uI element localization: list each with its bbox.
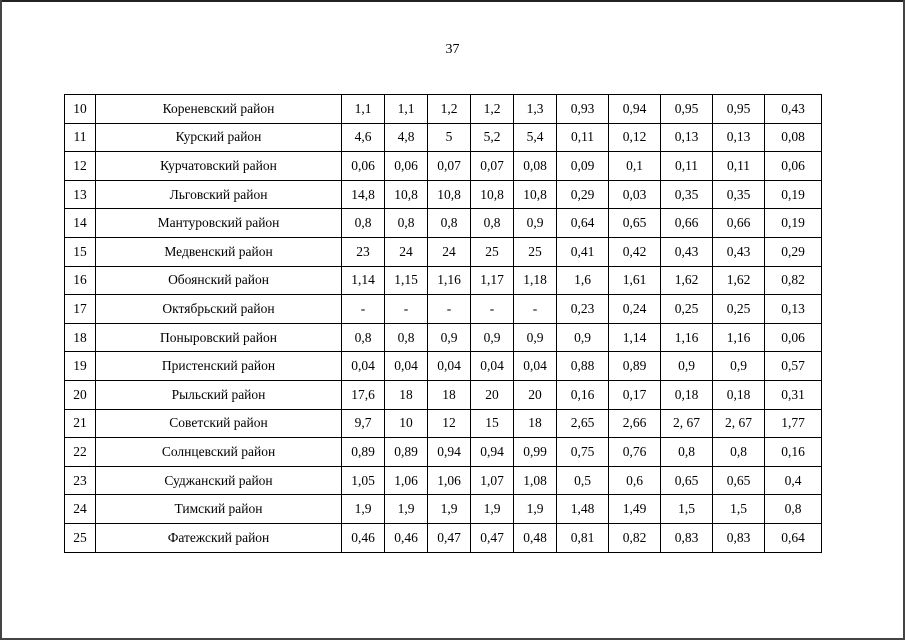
- value-cell: 0,25: [713, 295, 765, 324]
- value-cell: 0,94: [609, 95, 661, 124]
- value-cell: 0,64: [557, 209, 609, 238]
- district-name-cell: Поныровский район: [96, 323, 342, 352]
- value-cell: 0,93: [557, 95, 609, 124]
- table-row: [65, 95, 822, 124]
- value-cell: 0,06: [765, 323, 822, 352]
- table-row: [65, 323, 822, 352]
- value-cell: 1,5: [713, 495, 765, 524]
- value-cell: 0,11: [557, 123, 609, 152]
- value-cell: 0,48: [514, 523, 557, 552]
- value-cell: 0,41: [557, 237, 609, 266]
- district-name-cell: Советский район: [96, 409, 342, 438]
- value-cell: 0,16: [557, 380, 609, 409]
- value-cell: 0,83: [661, 523, 713, 552]
- value-cell: 1,07: [471, 466, 514, 495]
- value-cell: 4,6: [342, 123, 385, 152]
- value-cell: 5,2: [471, 123, 514, 152]
- row-number-cell: 20: [65, 380, 96, 409]
- row-number-cell: 10: [65, 95, 96, 124]
- value-cell: 1,5: [661, 495, 713, 524]
- value-cell: 0,9: [428, 323, 471, 352]
- value-cell: 0,19: [765, 209, 822, 238]
- value-cell: 0,06: [385, 152, 428, 181]
- value-cell: 1,16: [428, 266, 471, 295]
- value-cell: 0,9: [713, 352, 765, 381]
- value-cell: 18: [385, 380, 428, 409]
- value-cell: 0,8: [471, 209, 514, 238]
- value-cell: 1,14: [342, 266, 385, 295]
- value-cell: 0,9: [514, 209, 557, 238]
- value-cell: -: [428, 295, 471, 324]
- district-name-cell: Медвенский район: [96, 237, 342, 266]
- value-cell: 0,46: [385, 523, 428, 552]
- value-cell: 1,18: [514, 266, 557, 295]
- value-cell: 1,15: [385, 266, 428, 295]
- value-cell: 20: [471, 380, 514, 409]
- value-cell: 0,43: [713, 237, 765, 266]
- value-cell: 0,18: [661, 380, 713, 409]
- value-cell: 1,05: [342, 466, 385, 495]
- table-row: [65, 523, 822, 552]
- value-cell: 1,9: [428, 495, 471, 524]
- value-cell: 0,82: [765, 266, 822, 295]
- value-cell: 0,09: [557, 152, 609, 181]
- row-number-cell: 12: [65, 152, 96, 181]
- row-number-cell: 14: [65, 209, 96, 238]
- value-cell: 1,9: [514, 495, 557, 524]
- table-row: [65, 123, 822, 152]
- value-cell: 9,7: [342, 409, 385, 438]
- value-cell: 0,04: [342, 352, 385, 381]
- district-name-cell: Пристенский район: [96, 352, 342, 381]
- value-cell: 10,8: [514, 180, 557, 209]
- value-cell: 0,06: [765, 152, 822, 181]
- table-row: [65, 409, 822, 438]
- value-cell: 0,8: [428, 209, 471, 238]
- value-cell: 1,2: [471, 95, 514, 124]
- value-cell: 2, 67: [713, 409, 765, 438]
- value-cell: 1,9: [385, 495, 428, 524]
- value-cell: 0,75: [557, 438, 609, 467]
- table-row: [65, 495, 822, 524]
- value-cell: 1,1: [385, 95, 428, 124]
- value-cell: 0,12: [609, 123, 661, 152]
- value-cell: 1,62: [661, 266, 713, 295]
- value-cell: 0,81: [557, 523, 609, 552]
- value-cell: 1,08: [514, 466, 557, 495]
- value-cell: 0,57: [765, 352, 822, 381]
- row-number-cell: 16: [65, 266, 96, 295]
- value-cell: 0,8: [385, 209, 428, 238]
- value-cell: 0,46: [342, 523, 385, 552]
- value-cell: 0,65: [609, 209, 661, 238]
- value-cell: 1,2: [428, 95, 471, 124]
- district-name-cell: Курский район: [96, 123, 342, 152]
- district-name-cell: Обоянский район: [96, 266, 342, 295]
- value-cell: 5: [428, 123, 471, 152]
- value-cell: 0,99: [514, 438, 557, 467]
- value-cell: 20: [514, 380, 557, 409]
- value-cell: 0,18: [713, 380, 765, 409]
- value-cell: 10: [385, 409, 428, 438]
- value-cell: 0,43: [765, 95, 822, 124]
- row-number-cell: 25: [65, 523, 96, 552]
- value-cell: 0,5: [557, 466, 609, 495]
- table-row: [65, 152, 822, 181]
- value-cell: 0,8: [342, 209, 385, 238]
- row-number-cell: 24: [65, 495, 96, 524]
- value-cell: 0,8: [713, 438, 765, 467]
- row-number-cell: 22: [65, 438, 96, 467]
- value-cell: 0,03: [609, 180, 661, 209]
- value-cell: 0,07: [471, 152, 514, 181]
- value-cell: 0,29: [557, 180, 609, 209]
- value-cell: -: [471, 295, 514, 324]
- page-border-left: [0, 0, 2, 640]
- value-cell: 0,9: [661, 352, 713, 381]
- value-cell: 1,14: [609, 323, 661, 352]
- value-cell: 0,47: [428, 523, 471, 552]
- value-cell: 0,8: [765, 495, 822, 524]
- value-cell: 0,04: [385, 352, 428, 381]
- row-number-cell: 17: [65, 295, 96, 324]
- value-cell: 0,35: [661, 180, 713, 209]
- value-cell: 4,8: [385, 123, 428, 152]
- value-cell: 2, 67: [661, 409, 713, 438]
- value-cell: 24: [385, 237, 428, 266]
- page-number: 37: [445, 42, 460, 57]
- value-cell: 0,29: [765, 237, 822, 266]
- district-name-cell: Рыльский район: [96, 380, 342, 409]
- table-row: [65, 209, 822, 238]
- value-cell: 0,35: [713, 180, 765, 209]
- row-number-cell: 23: [65, 466, 96, 495]
- table-body: [65, 95, 822, 553]
- value-cell: 1,9: [342, 495, 385, 524]
- table-row: [65, 466, 822, 495]
- value-cell: 0,47: [471, 523, 514, 552]
- value-cell: 1,61: [609, 266, 661, 295]
- value-cell: 1,06: [428, 466, 471, 495]
- value-cell: 2,65: [557, 409, 609, 438]
- value-cell: 1,16: [661, 323, 713, 352]
- value-cell: -: [514, 295, 557, 324]
- value-cell: 0,13: [765, 295, 822, 324]
- value-cell: 0,66: [713, 209, 765, 238]
- value-cell: 0,19: [765, 180, 822, 209]
- value-cell: 0,07: [428, 152, 471, 181]
- value-cell: 18: [514, 409, 557, 438]
- value-cell: 1,49: [609, 495, 661, 524]
- value-cell: 0,66: [661, 209, 713, 238]
- district-name-cell: Фатежский район: [96, 523, 342, 552]
- value-cell: 0,88: [557, 352, 609, 381]
- value-cell: 0,65: [661, 466, 713, 495]
- value-cell: 0,94: [428, 438, 471, 467]
- value-cell: 0,06: [342, 152, 385, 181]
- value-cell: 0,04: [471, 352, 514, 381]
- value-cell: 0,89: [342, 438, 385, 467]
- value-cell: 23: [342, 237, 385, 266]
- table-row: [65, 438, 822, 467]
- value-cell: 0,23: [557, 295, 609, 324]
- row-number-cell: 15: [65, 237, 96, 266]
- value-cell: 0,64: [765, 523, 822, 552]
- row-number-cell: 19: [65, 352, 96, 381]
- value-cell: 10,8: [385, 180, 428, 209]
- value-cell: 0,16: [765, 438, 822, 467]
- table-row: [65, 295, 822, 324]
- value-cell: 0,4: [765, 466, 822, 495]
- value-cell: 0,8: [385, 323, 428, 352]
- row-number-cell: 18: [65, 323, 96, 352]
- value-cell: 18: [428, 380, 471, 409]
- value-cell: -: [385, 295, 428, 324]
- value-cell: 0,42: [609, 237, 661, 266]
- value-cell: 0,95: [713, 95, 765, 124]
- value-cell: 1,16: [713, 323, 765, 352]
- district-name-cell: Кореневский район: [96, 95, 342, 124]
- value-cell: 0,83: [713, 523, 765, 552]
- value-cell: 0,9: [557, 323, 609, 352]
- value-cell: 0,04: [514, 352, 557, 381]
- value-cell: 25: [471, 237, 514, 266]
- value-cell: 0,8: [342, 323, 385, 352]
- value-cell: 0,6: [609, 466, 661, 495]
- value-cell: 0,9: [514, 323, 557, 352]
- value-cell: 0,31: [765, 380, 822, 409]
- value-cell: 1,3: [514, 95, 557, 124]
- value-cell: 0,13: [713, 123, 765, 152]
- district-name-cell: Солнцевский район: [96, 438, 342, 467]
- district-name-cell: Октябрьский район: [96, 295, 342, 324]
- value-cell: 0,11: [713, 152, 765, 181]
- value-cell: 0,11: [661, 152, 713, 181]
- district-name-cell: Суджанский район: [96, 466, 342, 495]
- value-cell: 0,94: [471, 438, 514, 467]
- value-cell: 0,1: [609, 152, 661, 181]
- value-cell: 0,76: [609, 438, 661, 467]
- page-border-top: [0, 0, 905, 2]
- value-cell: -: [342, 295, 385, 324]
- value-cell: 1,6: [557, 266, 609, 295]
- row-number-cell: 11: [65, 123, 96, 152]
- district-name-cell: Льговский район: [96, 180, 342, 209]
- value-cell: 1,77: [765, 409, 822, 438]
- row-number-cell: 13: [65, 180, 96, 209]
- value-cell: 0,13: [661, 123, 713, 152]
- table-row: [65, 266, 822, 295]
- table-row: [65, 352, 822, 381]
- value-cell: 0,17: [609, 380, 661, 409]
- row-number-cell: 21: [65, 409, 96, 438]
- district-data-table: [64, 94, 822, 553]
- value-cell: 0,95: [661, 95, 713, 124]
- table-row: [65, 180, 822, 209]
- value-cell: 0,43: [661, 237, 713, 266]
- value-cell: 0,9: [471, 323, 514, 352]
- table-row: [65, 380, 822, 409]
- value-cell: 15: [471, 409, 514, 438]
- value-cell: 0,08: [765, 123, 822, 152]
- value-cell: 25: [514, 237, 557, 266]
- district-name-cell: Мантуровский район: [96, 209, 342, 238]
- table-row: [65, 237, 822, 266]
- value-cell: 10,8: [471, 180, 514, 209]
- district-name-cell: Курчатовский район: [96, 152, 342, 181]
- value-cell: 1,1: [342, 95, 385, 124]
- value-cell: 0,89: [385, 438, 428, 467]
- value-cell: 0,82: [609, 523, 661, 552]
- value-cell: 0,24: [609, 295, 661, 324]
- value-cell: 1,17: [471, 266, 514, 295]
- value-cell: 10,8: [428, 180, 471, 209]
- value-cell: 1,9: [471, 495, 514, 524]
- value-cell: 0,04: [428, 352, 471, 381]
- value-cell: 1,62: [713, 266, 765, 295]
- value-cell: 0,08: [514, 152, 557, 181]
- value-cell: 1,48: [557, 495, 609, 524]
- value-cell: 0,65: [713, 466, 765, 495]
- value-cell: 0,89: [609, 352, 661, 381]
- district-name-cell: Тимский район: [96, 495, 342, 524]
- value-cell: 2,66: [609, 409, 661, 438]
- value-cell: 12: [428, 409, 471, 438]
- value-cell: 1,06: [385, 466, 428, 495]
- value-cell: 14,8: [342, 180, 385, 209]
- value-cell: 0,25: [661, 295, 713, 324]
- value-cell: 0,8: [661, 438, 713, 467]
- value-cell: 17,6: [342, 380, 385, 409]
- value-cell: 24: [428, 237, 471, 266]
- value-cell: 5,4: [514, 123, 557, 152]
